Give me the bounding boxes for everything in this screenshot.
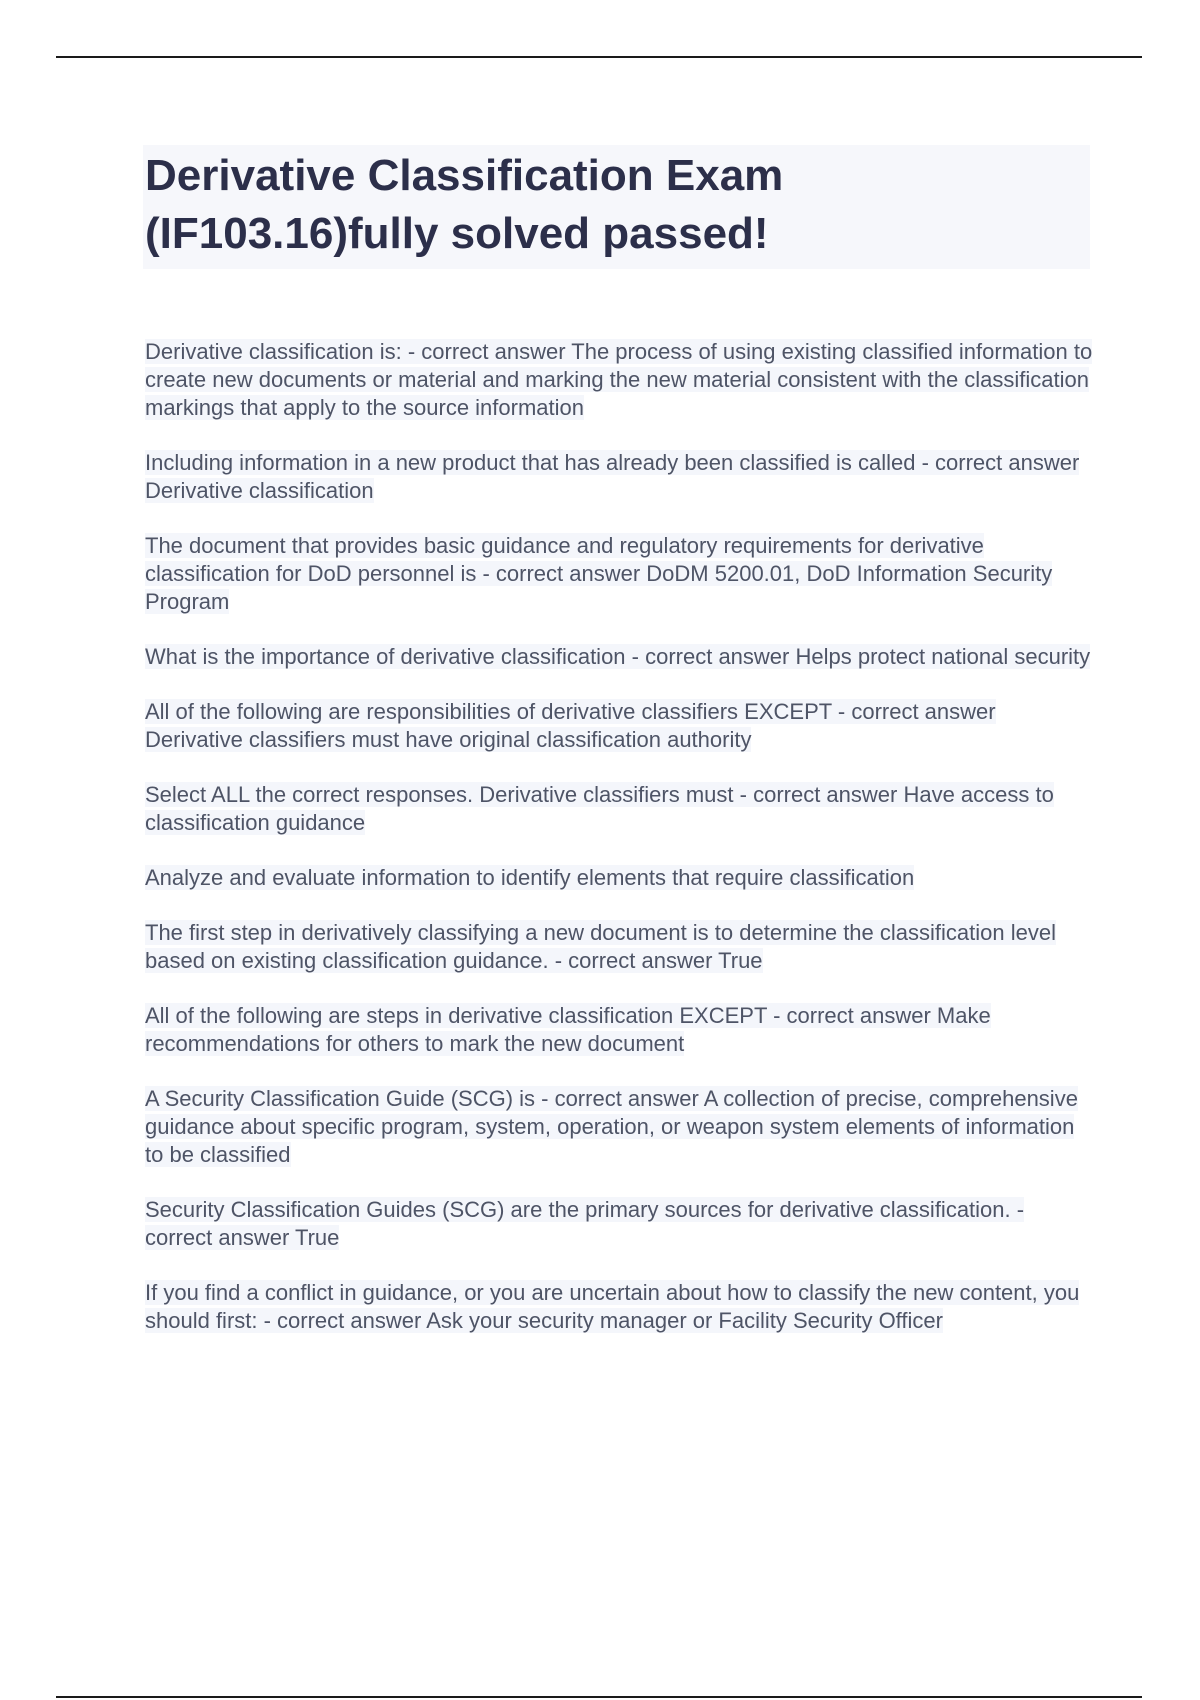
qa-text: What is the importance of derivative classification - correct answer Helps protect national security (145, 644, 1091, 669)
title-block (143, 145, 1090, 269)
qa-text: Including information in a new product that has already been classified is called - correct answer Derivative classification (145, 450, 1080, 503)
qa-item (145, 864, 1095, 892)
qa-text: All of the following are steps in derivative classification EXCEPT - correct answer Make recommendations for others to mark the new document (145, 1003, 991, 1056)
qa-item (145, 781, 1095, 837)
qa-text: A Security Classification Guide (SCG) is - correct answer A collection of precise, comprehensive guidance about specific program, system, operation, or weapon system elements of information to be classified (145, 1086, 1078, 1167)
qa-item (145, 1002, 1095, 1058)
qa-text: All of the following are responsibilities of derivative classifiers EXCEPT - correct answer Derivative classifiers must have original classification authority (145, 699, 996, 752)
qa-item (145, 1085, 1095, 1169)
qa-text: The first step in derivatively classifying a new document is to determine the classification level based on existing classification guidance. - correct answer True (145, 920, 1056, 973)
qa-item (145, 643, 1095, 671)
qa-text: Select ALL the correct responses. Derivative classifiers must - correct answer Have access to classification guidance (145, 782, 1054, 835)
qa-text: Analyze and evaluate information to identify elements that require classification (145, 865, 915, 890)
qa-item (145, 1279, 1095, 1335)
page-title: Derivative Classification Exam (IF103.16)fully solved passed! (145, 151, 784, 258)
top-rule (56, 56, 1142, 58)
qa-item (145, 532, 1095, 616)
qa-text: Security Classification Guides (SCG) are the primary sources for derivative classification. - correct answer True (145, 1197, 1025, 1250)
qa-item (145, 698, 1095, 754)
qa-item (145, 1196, 1095, 1252)
bottom-rule (56, 1696, 1142, 1698)
qa-text: Derivative classification is: - correct answer The process of using existing classified information to create new documents or material and marking the new material consistent with the classification markings that apply to the source information (145, 339, 1093, 420)
qa-item (145, 919, 1095, 975)
qa-list (145, 338, 1095, 1362)
qa-item (145, 338, 1095, 422)
qa-text: If you find a conflict in guidance, or you are uncertain about how to classify the new content, you should first: - correct answer Ask your security manager or Facility Security Officer (145, 1280, 1080, 1333)
qa-item (145, 449, 1095, 505)
qa-text: The document that provides basic guidance and regulatory requirements for derivative classification for DoD personnel is - correct answer DoDM 5200.01, DoD Information Security Program (145, 533, 1053, 614)
